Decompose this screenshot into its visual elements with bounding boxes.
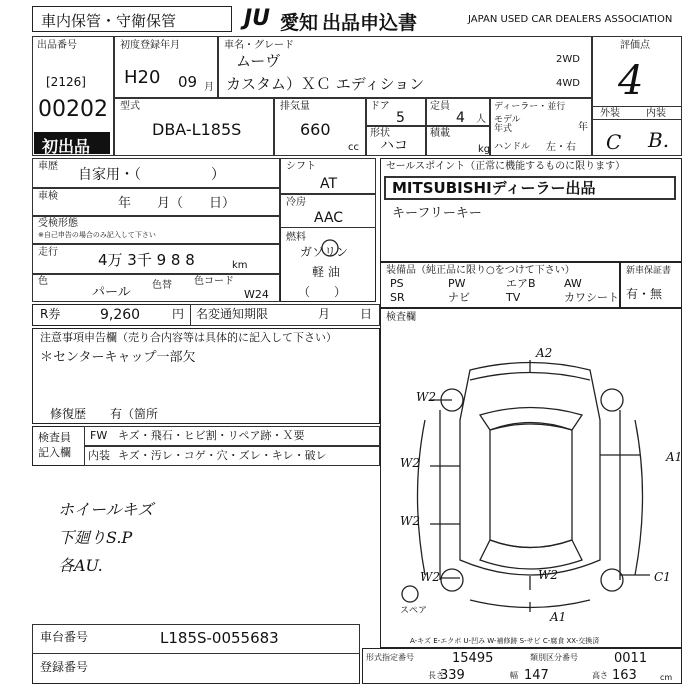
spec-width-value: 147 — [524, 668, 549, 683]
car-windshield — [480, 408, 582, 431]
spare-label: スペア — [400, 606, 428, 616]
inspector-label-2: 記入欄 — [38, 446, 71, 459]
spec-width-label: 幅 — [510, 671, 518, 680]
ac-label: 冷房 — [286, 197, 306, 208]
exterior-grade: C — [606, 130, 622, 154]
equipment-item: エアB — [506, 277, 536, 290]
doc-title: 出品申込書 — [322, 12, 418, 34]
storage-type: 車内保管・守衛保管 — [41, 12, 177, 30]
capacity-value: 4 — [456, 110, 465, 126]
spec-length-label: 長さ — [428, 671, 444, 680]
notes-repair: 修復歴 有（箇所 — [50, 407, 159, 421]
car-rear-glass — [480, 540, 582, 569]
equipment-item: AW — [564, 277, 582, 290]
fuel-option-circle — [322, 240, 338, 256]
diagram-legend: A-キズ E-エクボ U-凹み W-補修跡 S-サビ C-腐食 XX-交換済 — [410, 637, 600, 645]
damage-mark: A1 — [550, 610, 567, 624]
doors-label: ドア — [370, 101, 390, 112]
inspector-interior-items: キズ・汚レ・コゲ・穴・ズレ・キレ・破レ — [118, 449, 327, 462]
shift-value: AT — [320, 176, 338, 192]
model-year-label: モデル 年式 — [494, 115, 521, 134]
inspector-interior: 内装 — [88, 449, 110, 462]
color-change-label: 色替 — [152, 280, 172, 291]
shape-value: ハコ — [380, 138, 408, 154]
car-name: ムーヴ — [236, 52, 281, 70]
wheel-front-right — [601, 389, 623, 411]
color-code: W24 — [244, 288, 269, 301]
warranty-value: 有・無 — [626, 287, 663, 301]
reception-note: ※自己申告の場合のみ記入して下さい — [38, 231, 156, 239]
fuel-label: 燃料 — [286, 232, 306, 243]
inspection-value: 年 月（ 日） — [118, 196, 236, 211]
wheel-rear-left — [441, 569, 463, 591]
spec-height-value: 163 — [612, 668, 637, 683]
equipment-item: TV — [506, 291, 521, 304]
registration-year: H20 — [124, 67, 161, 88]
damage-mark: C1 — [654, 570, 671, 584]
mileage-value: 4万 3千 9 8 8 — [98, 251, 195, 269]
equipment-label: 装備品（純正品に限り○をつけて下さい） — [386, 265, 575, 276]
exterior-label: 外装 — [600, 108, 620, 119]
capacity-unit: 人 — [476, 114, 486, 125]
selling-point-2: キーフリーキー — [392, 206, 482, 221]
mileage-label: 走行 — [38, 247, 58, 258]
spec-unit: cm — [660, 673, 673, 682]
damage-mark: W2 — [416, 390, 436, 404]
loading-label: 積載 — [430, 128, 450, 139]
spare-tire — [402, 586, 418, 602]
history-value: 自家用・（ ） — [78, 167, 225, 183]
equipment-item: カワシート — [564, 291, 619, 304]
recycle-label: R券 — [40, 307, 61, 321]
warranty-label: 新車保証書 — [626, 266, 672, 276]
history-label: 車歴 — [38, 161, 58, 172]
damage-mark: W2 — [420, 570, 440, 584]
handle-value: 左・右 — [546, 142, 576, 153]
car-front-view — [470, 373, 590, 381]
equipment-item: PS — [390, 277, 404, 290]
interior-label: 内装 — [646, 108, 666, 119]
fuel-other: （ ） — [298, 285, 347, 299]
equipment-item: PW — [448, 277, 466, 290]
car-right-side — [620, 410, 643, 580]
shift-label: シフト — [286, 161, 316, 172]
chassis-label: 車台番号 — [40, 630, 89, 644]
selling-points-label: セールスポイント（正常に機能するものに限ります） — [386, 161, 626, 172]
spec-type-label: 形式指定番号 — [366, 653, 414, 662]
org-logo: JU — [244, 6, 271, 31]
diagram-label: 検査欄 — [386, 312, 416, 323]
handle-label: ハンドル — [494, 142, 531, 152]
fuel-gas: ガソリン — [300, 245, 349, 259]
color-label: 色 — [38, 276, 48, 287]
notes-label: 注意事項申告欄（売り合内容等は具体的に記入して下さい） — [40, 331, 337, 344]
registration-month-unit: 月 — [204, 82, 214, 93]
car-top-outline — [460, 363, 600, 576]
org-name: 愛知 — [280, 12, 319, 34]
color-code-label: 色コード — [194, 276, 234, 287]
damage-mark: A1 — [666, 450, 683, 464]
dealer-label: ディーラー・並行 — [494, 102, 566, 112]
displacement-unit: cc — [348, 142, 359, 153]
model-label: 型式 — [120, 101, 140, 112]
spec-class-value: 0011 — [614, 651, 648, 666]
shape-label: 形状 — [370, 128, 390, 139]
registration-no-label: 登録番号 — [40, 660, 89, 674]
car-name-label: 車名・グレード — [224, 40, 294, 51]
car-roof — [490, 423, 572, 548]
reception-label: 受検形態 — [38, 218, 78, 229]
name-change-label: 名変通知期限 — [196, 307, 269, 321]
spec-height-label: 高さ — [592, 671, 608, 680]
ac-value: AAC — [314, 210, 344, 226]
handwritten-line-2: 下廻りS.P — [58, 528, 133, 547]
mileage-unit: km — [232, 260, 248, 271]
color-value: パール — [92, 285, 131, 300]
car-grade: カスタム）ＸＣ エディション — [226, 75, 425, 93]
loading-unit: kg — [478, 144, 491, 155]
name-change-month: 月 — [318, 307, 331, 321]
spec-length-value: 339 — [440, 668, 465, 683]
damage-mark: W2 — [538, 568, 558, 582]
inspector-fw-items: キズ・飛石・ヒビ割・リペア跡・Ｘ要 — [118, 429, 305, 442]
model-year-unit: 年 — [578, 122, 588, 133]
car-left-side — [418, 410, 441, 580]
lot-label: 出品番号 — [37, 40, 77, 51]
registration-label: 初度登録年月 — [120, 40, 180, 51]
handwritten-line-1: ホイールキズ — [58, 500, 154, 519]
lot-number: 00202 — [38, 97, 108, 122]
chassis-value: L185S-0055683 — [160, 629, 279, 647]
displacement-value: 660 — [300, 120, 331, 139]
equipment-item: ナビ — [448, 291, 470, 304]
inspector-fw: FW — [90, 429, 108, 442]
drive-2wd: 2WD — [556, 54, 580, 65]
org-english: JAPAN USED CAR DEALERS ASSOCIATION — [468, 14, 673, 25]
handwritten-line-3: 各AU. — [58, 556, 103, 575]
registration-month: 09 — [178, 73, 198, 91]
interior-grade: B. — [648, 128, 670, 152]
damage-mark: A2 — [536, 346, 553, 360]
spec-type-value: 15495 — [452, 651, 494, 666]
selling-point-1: MITSUBISHIディーラー出品 — [392, 179, 596, 197]
displacement-label: 排気量 — [280, 101, 310, 112]
inspector-label-1: 検査員 — [38, 431, 71, 444]
inspection-label: 車検 — [38, 191, 58, 202]
recycle-unit: 円 — [172, 307, 185, 321]
grade-score: 4 — [618, 58, 644, 104]
notes-item: ＊センターキャップ一部欠 — [40, 350, 196, 365]
spec-class-label: 類別区分番号 — [530, 653, 578, 662]
name-change-day: 日 — [360, 307, 373, 321]
recycle-value: 9,260 — [100, 307, 141, 323]
damage-mark: W2 — [400, 514, 420, 528]
model-value: DBA-L185S — [152, 120, 242, 139]
doors-value: 5 — [396, 110, 405, 126]
lot-code: [2126] — [46, 75, 86, 89]
damage-mark: W2 — [400, 456, 420, 470]
equipment-item: SR — [390, 291, 405, 304]
first-listing: 初出品 — [42, 137, 91, 156]
drive-4wd: 4WD — [556, 78, 580, 89]
fuel-light-oil: 軽 油 — [312, 265, 340, 279]
grade-label: 評価点 — [620, 40, 650, 51]
capacity-label: 定員 — [430, 101, 450, 112]
